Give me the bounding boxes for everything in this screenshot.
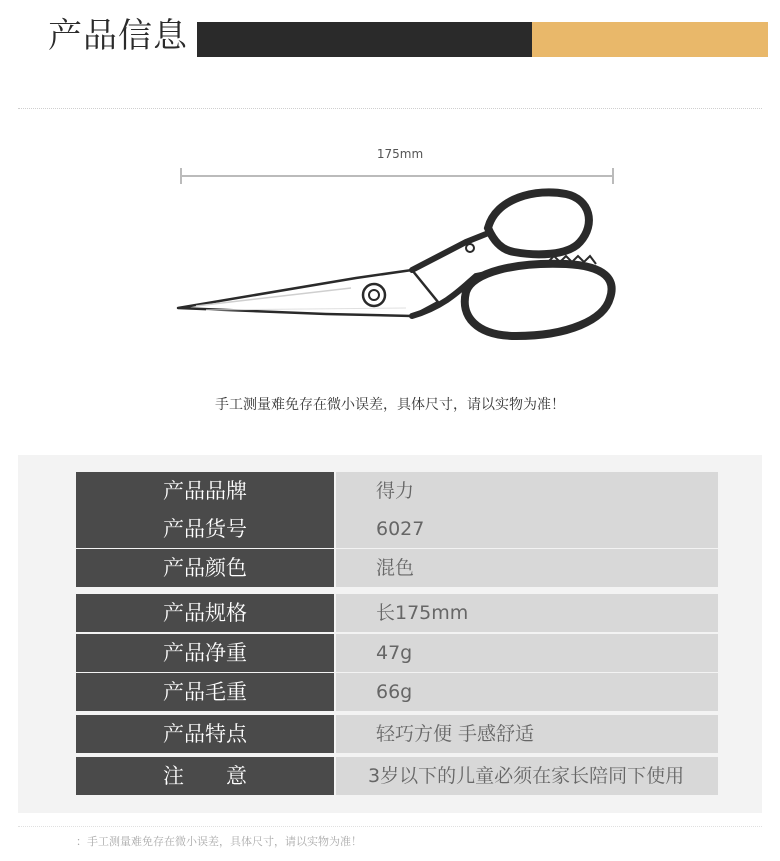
spec-value: 混色	[336, 549, 718, 587]
spec-row-color	[76, 549, 718, 587]
scissors-icon	[176, 180, 616, 350]
spec-value: 6027	[336, 510, 718, 548]
spec-value: 3岁以下的儿童必须在家长陪同下使用	[336, 757, 718, 795]
spec-label: 产品颜色	[76, 549, 334, 587]
divider	[18, 108, 762, 109]
header-bar-dark	[197, 22, 532, 57]
spec-value: 长175mm	[336, 594, 718, 632]
spec-value: 轻巧方便 手感舒适	[336, 715, 718, 753]
spec-row-notice	[76, 757, 718, 795]
spec-label: 产品规格	[76, 594, 334, 632]
spec-value: 得力	[336, 472, 718, 510]
measurement-disclaimer: 手工测量难免存在微小误差，具体尺寸，请以实物为准！	[215, 397, 565, 413]
spec-row-gross-weight	[76, 673, 718, 711]
spec-label: 产品净重	[76, 634, 334, 672]
spec-label: 产品品牌	[76, 472, 334, 510]
footnote: ：手工测量难免存在微小误差，具体尺寸，请以实物为准！	[76, 835, 362, 848]
spec-label: 产品货号	[76, 510, 334, 548]
spec-label: 产品特点	[76, 715, 334, 753]
measure-label: 175mm	[376, 147, 424, 161]
spec-label: 产品毛重	[76, 673, 334, 711]
spec-row-model	[76, 510, 718, 548]
spec-row-net-weight	[76, 634, 718, 672]
spec-value: 66g	[336, 673, 718, 711]
header-bar-gold	[532, 22, 768, 57]
page-title: 产品信息	[48, 16, 188, 56]
footer-divider	[18, 826, 762, 827]
spec-row-brand	[76, 472, 718, 510]
spec-row-size	[76, 594, 718, 632]
spec-row-features	[76, 715, 718, 753]
spec-value: 47g	[336, 634, 718, 672]
spec-label: 注 意	[76, 757, 334, 795]
